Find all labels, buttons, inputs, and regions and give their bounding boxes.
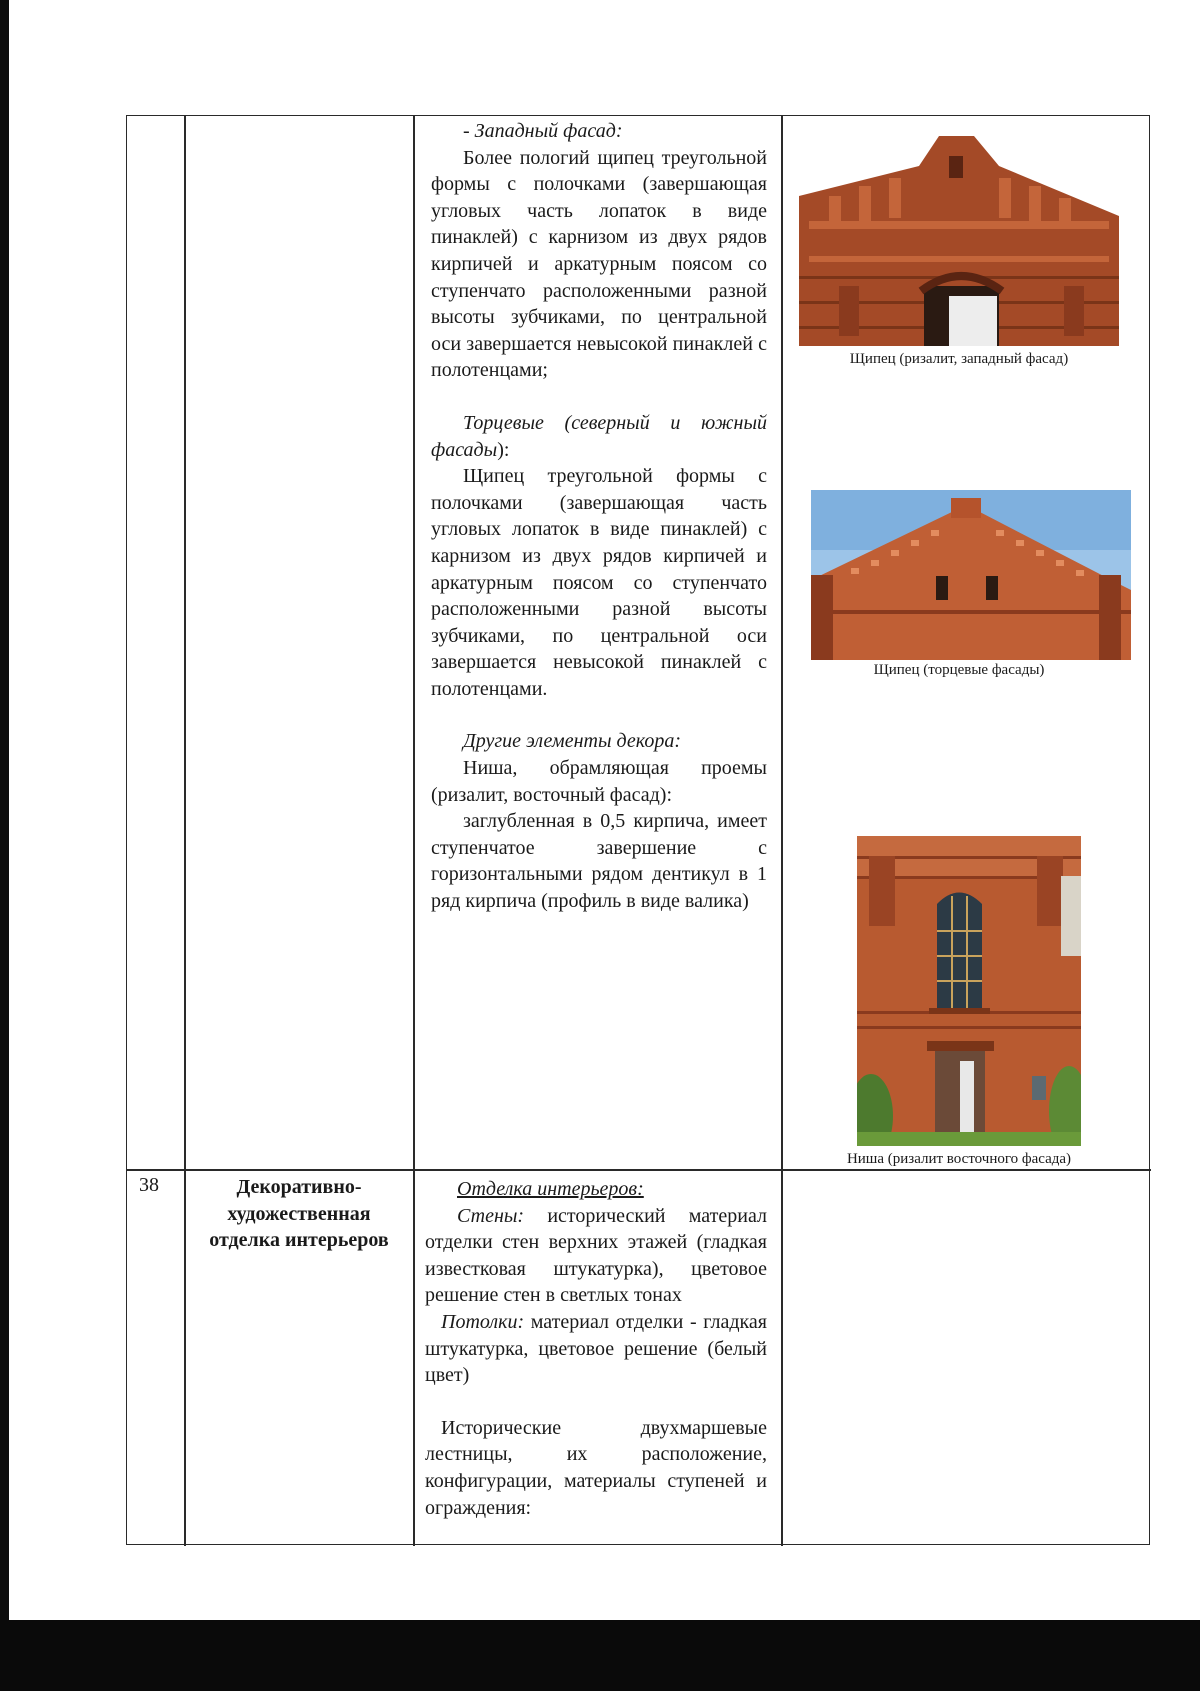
end-heading-line [431,410,767,463]
interior-heading: Отделка интерьеров: [457,1178,644,1200]
col-rule-2 [413,116,415,1546]
walls-label: Стены: [457,1204,525,1227]
end-heading: Торцевые (северный и южный фасады [431,411,767,461]
heritage-table [126,115,1150,1545]
other-body-details: заглубленная в 0,5 кирпича, имеет ступенчатое завершение с горизонтальными рядом дентикул в 1 ряд кирпича (профиль в виде валика) [431,810,767,913]
other-body-niche: Ниша, обрамляющая проемы (ризалит, восточный фасад): [431,757,767,806]
walls-paragraph [425,1203,767,1309]
other-heading: Другие элементы декора: [463,730,681,753]
row-rule [127,1169,1151,1171]
ceilings-label: Потолки: [441,1310,525,1333]
facade-description [431,118,767,915]
interior-description [425,1176,767,1521]
walls-text: исторический материал отделки стен верхних этажей (гладкая известковая штукатурка), цветовое решение стен в светлых тонах [425,1204,767,1307]
caption-east-niche: Ниша (ризалит восточного фасада) [846,1151,1072,1167]
west-body: Более пологий щипец треугольной формы с полочками (завершающая угловых часть лопаток в виде пинаклей) с карнизом из двух рядов кирпичей и аркатурным поясом со ступенчато расположенными разной высоты зубчиками, по центральной оси завершается невысокой пинаклей с полотенцами; [431,146,767,382]
end-body: Щипец треугольной формы с полочками (завершающая часть угловых лопаток в виде пинаклей) с карнизом из двух рядов кирпичей и аркатурным поясом со ступенчато расположенными разной высоты зубчиками, по центральной оси завершается невысокой пинаклей с полотенцами. [431,465,767,700]
spacer [431,384,767,410]
photo-west-gable [799,126,1119,346]
end-heading-tail: ): [497,438,510,461]
spacer [425,1389,767,1415]
row-number: 38 [139,1174,159,1196]
photo-end-gable [811,490,1131,660]
col-rule-1 [184,116,186,1546]
scan-bottom-bar [0,1620,1200,1691]
ceilings-text: материал отделки - гладкая штукатурка, цветовое решение (белый цвет) [425,1310,767,1387]
west-heading: - Западный фасад: [463,120,623,142]
row-title: Декоративно-художественная отделка интерьеров [209,1176,389,1252]
ceilings-paragraph [425,1309,767,1389]
spacer [431,702,767,728]
caption-end-gable: Щипец (торцевые фасады) [873,662,1045,678]
photo-east-niche [857,836,1081,1146]
stairs-paragraph: Исторические двухмаршевые лестницы, их расположение, конфигурации, материалы ступеней и ограждения: [425,1416,767,1519]
scan-edge [0,0,9,1691]
col-rule-3 [781,116,783,1546]
caption-west-gable: Щипец (ризалит, западный фасад) [849,351,1069,367]
